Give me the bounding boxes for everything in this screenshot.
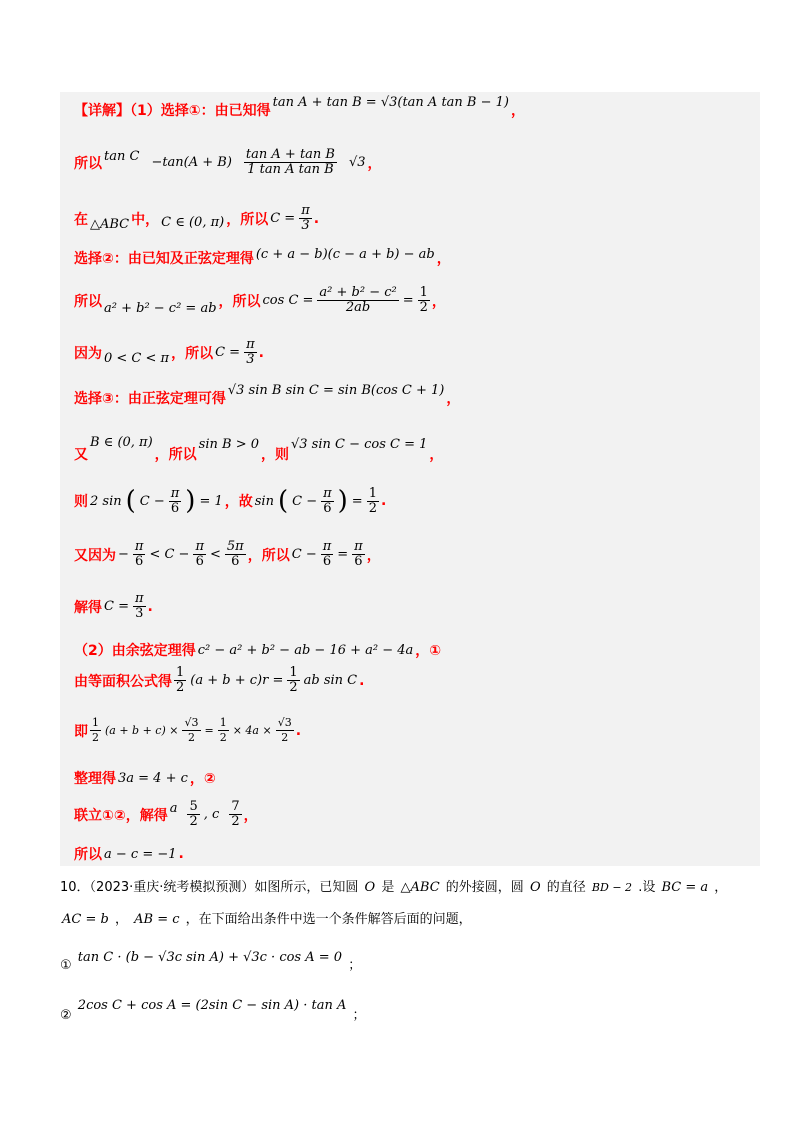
math: C − (139, 493, 165, 509)
fraction: $\frac{\pi}{3}$ (301, 203, 310, 233)
paren-close: ) (185, 486, 196, 516)
solution-line-4 (74, 248, 451, 268)
detail-label: 【详解】（1）选择①：由已知得 (74, 103, 271, 119)
fraction: $\frac{1}{2}$ (419, 285, 428, 315)
math: < (210, 547, 221, 562)
label: ，① (415, 643, 442, 659)
label: ，所以 (171, 345, 214, 362)
fraction: $\frac{\text{tan A + tan B}}{\text{1 tan A tan B}}$ (245, 147, 335, 177)
question-text: ， (114, 912, 128, 927)
fraction: $\frac{\text{a² + b² − c²}}{2ab}$ (319, 285, 397, 315)
label: 在 (74, 211, 88, 228)
solution-line-13 (74, 666, 364, 695)
solution-line-8 (74, 434, 444, 463)
solution-line-12 (74, 640, 441, 660)
math: △ABC (90, 217, 130, 232)
math: cos C = (262, 293, 314, 308)
label: 又因为 (74, 547, 116, 564)
math: = (337, 547, 349, 562)
math: a (169, 801, 178, 816)
fraction: $\frac{√3}{2}$ (277, 716, 292, 744)
math: √3 (348, 155, 366, 170)
punct: . (295, 722, 302, 739)
math: O (529, 880, 541, 895)
math: C ∈ (0, π) (161, 215, 225, 230)
solution-line-2 (74, 148, 382, 177)
math: < C − (149, 547, 190, 562)
question-text: 10．（2023·重庆·统考模拟预测）如图所示，已知圆 (60, 880, 359, 895)
solution-line-11 (74, 592, 153, 621)
math: C = (104, 599, 129, 614)
solution-line-10 (74, 540, 381, 569)
math: (a + b + c)r = (190, 673, 284, 688)
math: (c + a − b)(c − a + b) − ab (255, 246, 435, 262)
math: AB = c (134, 912, 180, 927)
question-text: ； (352, 1008, 366, 1023)
paren-open: ( (125, 486, 136, 516)
question-10-line-2 (60, 908, 472, 927)
label: （2）由余弦定理得 (74, 643, 196, 659)
label: 选择②：由已知及正弦定理得 (74, 251, 254, 267)
question-text: ，在下面给出条件中选一个条件解答后面的问题， (185, 912, 472, 927)
math: a − c = −1 (104, 846, 177, 862)
question-10-line-1 (60, 876, 727, 895)
solution-line-17 (74, 844, 184, 864)
fraction: $\frac{7}{2}$ (231, 799, 240, 829)
punct: . (313, 210, 320, 227)
label: ，所以 (226, 211, 269, 228)
solution-line-7 (74, 382, 461, 408)
punct: ， (436, 251, 451, 267)
condition-number: ① (60, 958, 72, 973)
label: 又 (74, 447, 88, 463)
fraction: $\frac{1}{2}$ (289, 665, 298, 695)
label: 所以 (74, 155, 102, 172)
math: √3 sin B sin C = sin B(cos C + 1) (227, 382, 445, 398)
solution-line-5 (74, 286, 446, 315)
math: △ABC (400, 880, 440, 895)
label: 解得 (74, 599, 102, 616)
label: ，故 (224, 494, 253, 510)
solution-line-15 (74, 768, 216, 788)
fraction: $\frac{5}{2}$ (189, 799, 198, 829)
punct: . (258, 344, 264, 361)
solution-line-9 (74, 486, 386, 516)
math: sin B > 0 (198, 436, 259, 452)
math: B ∈ (0, π) (90, 434, 153, 450)
fraction: $\frac{\pi}{6}$ (322, 539, 332, 569)
fraction: $\frac{\pi}{6}$ (323, 485, 332, 516)
math: ab sin C (303, 673, 358, 688)
question-text: 的直径 (546, 880, 586, 895)
paren-open: ( (277, 486, 289, 516)
label: 因为 (74, 345, 102, 362)
label: 所以 (74, 847, 102, 863)
label: 中， (131, 211, 160, 228)
punct: . (359, 672, 365, 689)
math: , c (203, 807, 220, 822)
math: 2 sin (90, 493, 122, 509)
math: 2cos C + cos A = (2sin C − sin A) · tan A (77, 998, 347, 1013)
fraction: $\frac{1}{2}$ (176, 665, 185, 695)
fraction: $\frac{√3}{2}$ (184, 716, 199, 744)
math: BC = a (661, 880, 709, 895)
math: c² − a² + b² − ab − 16 + a² − 4a (197, 642, 414, 658)
condition-1 (60, 946, 362, 973)
fraction: $\frac{\pi}{6}$ (170, 485, 180, 516)
math: AC = b (62, 912, 109, 927)
label: 选择③：由正弦定理可得 (74, 391, 226, 407)
punct: . (380, 493, 387, 509)
math: (a + b + c) × (105, 724, 179, 737)
math: −tan(A + B) (151, 155, 232, 170)
math: BD − 2 (591, 881, 633, 894)
fraction: $\frac{\pi}{3}$ (246, 337, 255, 367)
label: ，所以 (218, 293, 261, 310)
math: − (118, 547, 129, 562)
math-tan-sum: tan A + tan B = √3(tan A tan B − 1) (272, 94, 509, 110)
fraction: $\frac{1}{2}$ (219, 716, 227, 744)
label: 由等面积公式得 (74, 673, 172, 690)
math: √3 sin C − cos C = 1 (291, 436, 428, 452)
punct: ， (510, 103, 525, 119)
math: sin (254, 493, 274, 509)
label: ，所以 (247, 547, 290, 564)
fraction: $\frac{5\pi}{6}$ (226, 539, 244, 569)
punct: ， (367, 155, 382, 172)
punct: ， (446, 391, 461, 407)
label: 即 (74, 723, 88, 740)
label: 联立①②，解得 (74, 807, 168, 824)
label: 整理得 (74, 771, 116, 787)
math: = (351, 493, 363, 509)
math: × 4a × (232, 724, 272, 737)
question-text: ， (714, 880, 728, 895)
label: ，则 (261, 447, 289, 463)
solution-line-6 (74, 338, 264, 367)
condition-number: ② (60, 1008, 72, 1023)
fraction: $\frac{1}{2}$ (92, 716, 99, 744)
label: 所以 (74, 293, 102, 310)
label: 则 (74, 494, 88, 510)
math: = (402, 293, 414, 308)
label: ，所以 (154, 447, 197, 463)
fraction: $\frac{\pi}{6}$ (354, 539, 363, 569)
question-text: .设 (638, 880, 656, 895)
math: 0 < C < π (104, 351, 170, 366)
fraction: $\frac{\pi}{3}$ (134, 591, 144, 621)
condition-2 (60, 994, 366, 1023)
math: = (204, 724, 214, 737)
solution-line-14 (74, 716, 301, 745)
paren-close: ) (337, 486, 348, 516)
math: C − (291, 547, 317, 562)
punct: ， (366, 547, 381, 564)
solution-line-16 (74, 800, 258, 829)
question-text: ； (348, 958, 362, 973)
solution-line-3 (74, 204, 319, 233)
math: tan C (104, 149, 140, 164)
punct: ， (429, 447, 444, 463)
punct: . (147, 598, 153, 615)
punct: ， (431, 293, 446, 310)
math: C = (215, 345, 241, 360)
fraction: $\frac{\pi}{6}$ (195, 539, 204, 569)
solution-line-1 (74, 94, 525, 120)
punct: . (178, 846, 184, 862)
fraction: $\frac{1}{2}$ (368, 485, 377, 516)
punct: ， (243, 807, 258, 824)
label: ，② (189, 771, 216, 787)
question-text: 是 (381, 880, 395, 895)
math: = 1 (199, 493, 223, 509)
math: O (364, 880, 376, 895)
math: 3a = 4 + c (118, 770, 188, 786)
math: C = (270, 211, 296, 226)
fraction: $\frac{\pi}{6}$ (134, 539, 144, 569)
math: tan C · (b − √3c sin A) + √3c · cos A = 0 (77, 950, 343, 965)
question-text: 的外接圆，圆 (445, 880, 524, 895)
math: C − (292, 493, 318, 509)
math: a² + b² − c² = ab (104, 301, 217, 316)
